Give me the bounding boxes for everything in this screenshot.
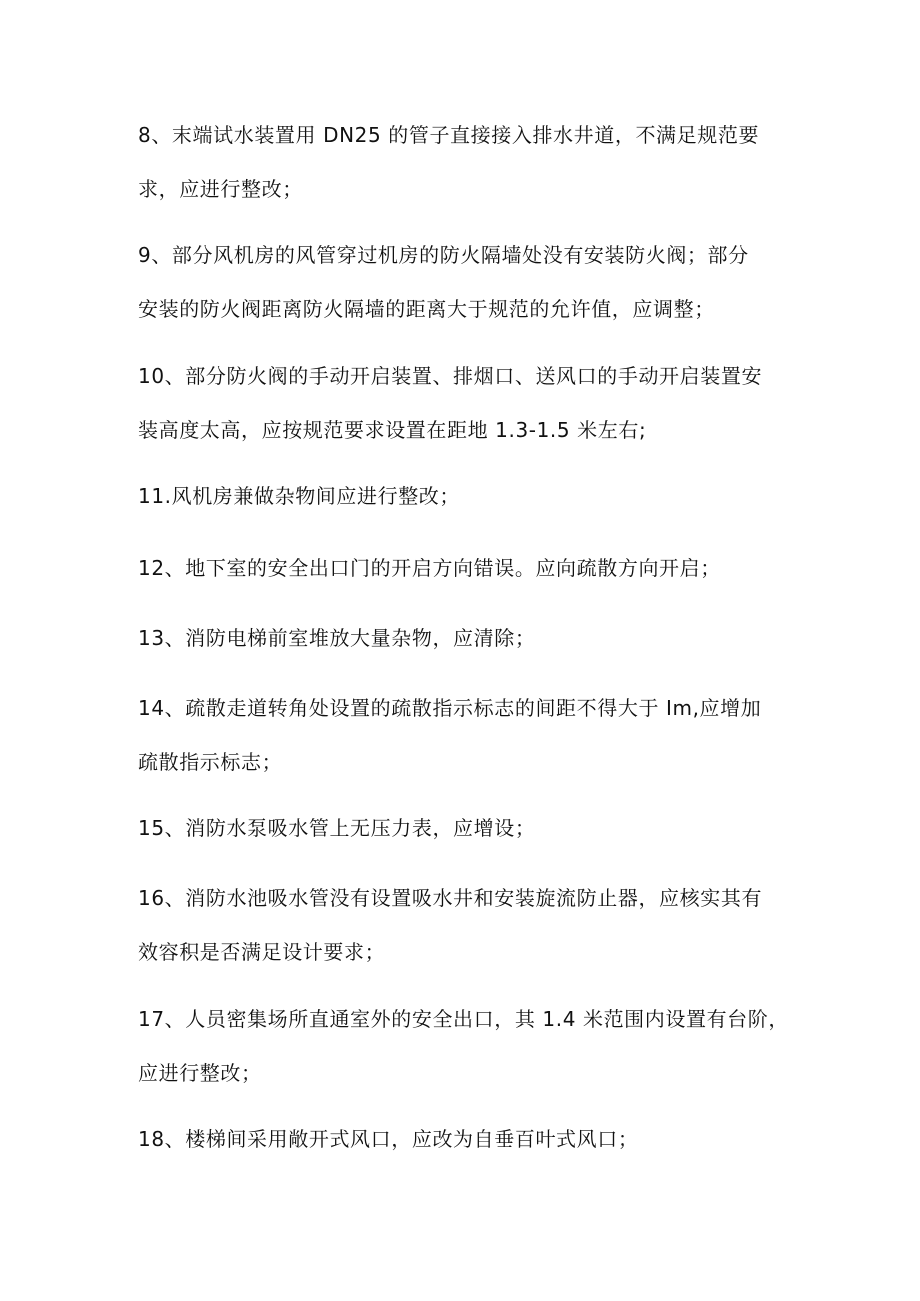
list-item-9 [138, 228, 788, 336]
list-item-10-line-1: 10、部分防火阀的手动开启装置、排烟口、送风口的手动开启装置安 [138, 364, 763, 388]
list-item-12 [138, 541, 788, 595]
list-item-13-line-1: 13、消防电梯前室堆放大量杂物，应清除； [138, 626, 536, 650]
list-item-16-line-2: 效容积是否满足设计要求； [138, 940, 386, 964]
list-item-9-line-2: 安装的防火阀距离防火隔墙的距离大于规范的允许值，应调整； [138, 297, 715, 321]
list-item-16-line-1: 16、消防水池吸水管没有设置吸水井和安装旋流防止器，应核实其有 [138, 886, 763, 910]
list-item-8-line-2: 求，应进行整改； [138, 177, 303, 201]
list-item-10-line-2: 装高度太高，应按规范要求设置在距地 1.3-1.5 米左右; [138, 418, 647, 442]
list-item-17-line-2: 应进行整改； [138, 1061, 262, 1085]
list-item-8 [138, 108, 788, 216]
list-item-10 [138, 349, 788, 457]
list-item-13 [138, 611, 788, 665]
list-item-11 [138, 469, 788, 523]
list-item-17-line-1: 17、人员密集场所直通室外的安全出口，其 1.4 米范围内设置有台阶， [138, 1007, 789, 1031]
list-item-15-line-1: 15、消防水泵吸水管上无压力表，应增设； [138, 816, 536, 840]
list-item-14-line-2: 疏散指示标志； [138, 750, 283, 774]
list-item-11-line-1: 11.风机房兼做杂物间应进行整改； [138, 484, 461, 508]
list-item-18 [138, 1112, 788, 1166]
list-item-8-line-1: 8、末端试水装置用 DN25 的管子直接接入排水井道，不满足规范要 [138, 123, 760, 147]
list-item-14-line-1: 14、疏散走道转角处设置的疏散指示标志的间距不得大于 Im,应增加 [138, 696, 762, 720]
list-item-12-line-1: 12、地下室的安全出口门的开启方向错误。应向疏散方向开启； [138, 556, 721, 580]
list-item-15 [138, 801, 788, 855]
list-item-14 [138, 681, 788, 789]
list-item-9-line-1: 9、部分风机房的风管穿过机房的防火隔墙处没有安装防火阀；部分 [138, 243, 749, 267]
list-item-16 [138, 871, 788, 979]
list-item-18-line-1: 18、楼梯间采用敞开式风口，应改为自垂百叶式风口； [138, 1127, 639, 1151]
list-item-17 [138, 992, 788, 1100]
